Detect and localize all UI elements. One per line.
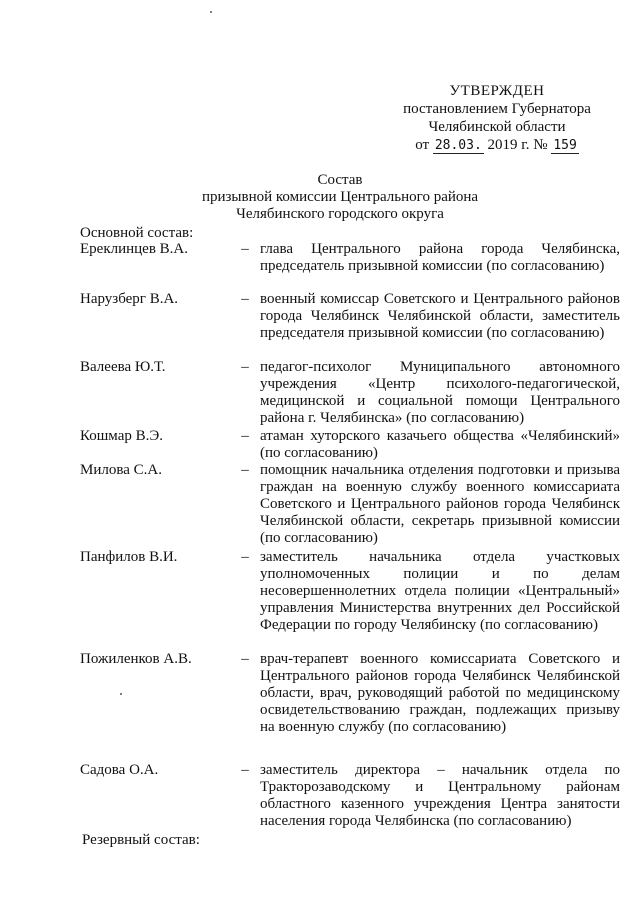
member-name: Нарузберг В.А. <box>80 291 179 307</box>
member-name: Валеева Ю.Т. <box>80 359 166 375</box>
member-name: Ереклинцев В.А. <box>80 241 189 257</box>
member-dash: – <box>241 462 249 478</box>
scan-speck <box>120 693 122 695</box>
member-position: педагог-психолог Муниципального автономного учреждения «Центр психолого-педагогической, медицинской и социальной помощи Центрального района г. Челябинска» (по согласованию) <box>260 359 620 426</box>
approval-year: 2019 г. № <box>487 137 548 153</box>
scan-speck <box>210 11 212 13</box>
approval-line-1: постановлением Губернатора <box>403 101 591 117</box>
member-position: заместитель директора – начальник отдела по Тракторозаводскому и Центральному районам областного казенного учреждения Центра занятости населения города Челябинска (по согласованию) <box>260 762 620 829</box>
approval-stamp <box>392 82 602 155</box>
reserve-composition-label: Резервный состав: <box>82 832 200 848</box>
approval-title: УТВЕРЖДЕН <box>449 83 545 99</box>
member-dash: – <box>241 762 249 778</box>
approval-date-line <box>392 136 602 155</box>
member-dash: – <box>241 291 249 307</box>
member-position: атаман хуторского казачьего общества «Челябинский» (по согласованию) <box>260 428 620 461</box>
approval-line-2: Челябинской области <box>428 119 566 135</box>
member-name: Кошмар В.Э. <box>80 428 164 444</box>
member-dash: – <box>241 359 249 375</box>
approval-number: 159 <box>553 138 577 153</box>
member-dash: – <box>241 428 249 444</box>
member-position: военный комиссар Советского и Центрального районов города Челябинск Челябинской области, заместитель председателя призывной комиссии (по согласованию) <box>260 291 620 341</box>
member-position: врач-терапевт военного комиссариата Советского и Центрального районов города Челябинск Челябинской области, врач, руководящий работой по медицинскому освидетельствованию граждан, подлежащих призыву на военную службу (по согласованию) <box>260 651 620 735</box>
heading-line-1: Состав <box>317 172 363 188</box>
member-position: глава Центрального района города Челябинска, председатель призывной комиссии (по согласованию) <box>260 241 620 274</box>
member-dash: – <box>241 651 249 667</box>
main-composition-label: Основной состав: <box>80 225 194 241</box>
heading-line-2: призывной комиссии Центрального района <box>201 189 479 205</box>
member-position: помощник начальника отделения подготовки и призыва граждан на военную службу военного комиссариата Советского и Центрального районов города Челябинск Челябинской области, секретарь призывной комиссии (по согласованию) <box>260 462 620 546</box>
member-name: Милова С.А. <box>80 462 162 478</box>
member-name: Панфилов В.И. <box>80 549 178 565</box>
approval-prefix: от <box>415 137 430 153</box>
member-name: Садова О.А. <box>80 762 159 778</box>
member-position: заместитель начальника отдела участковых уполномоченных полиции и по делам несовершеннолетних отдела полиции «Центральный» управления Министерства внутренних дел Российской Федерации по городу Челябинску (по согласованию) <box>260 549 620 633</box>
member-dash: – <box>241 549 249 565</box>
member-dash: – <box>241 241 249 257</box>
heading-line-3: Челябинского городского округа <box>236 206 444 222</box>
approval-date: 28.03. <box>434 138 482 153</box>
member-name: Пожиленков А.В. <box>80 651 192 667</box>
document-heading <box>150 172 530 223</box>
